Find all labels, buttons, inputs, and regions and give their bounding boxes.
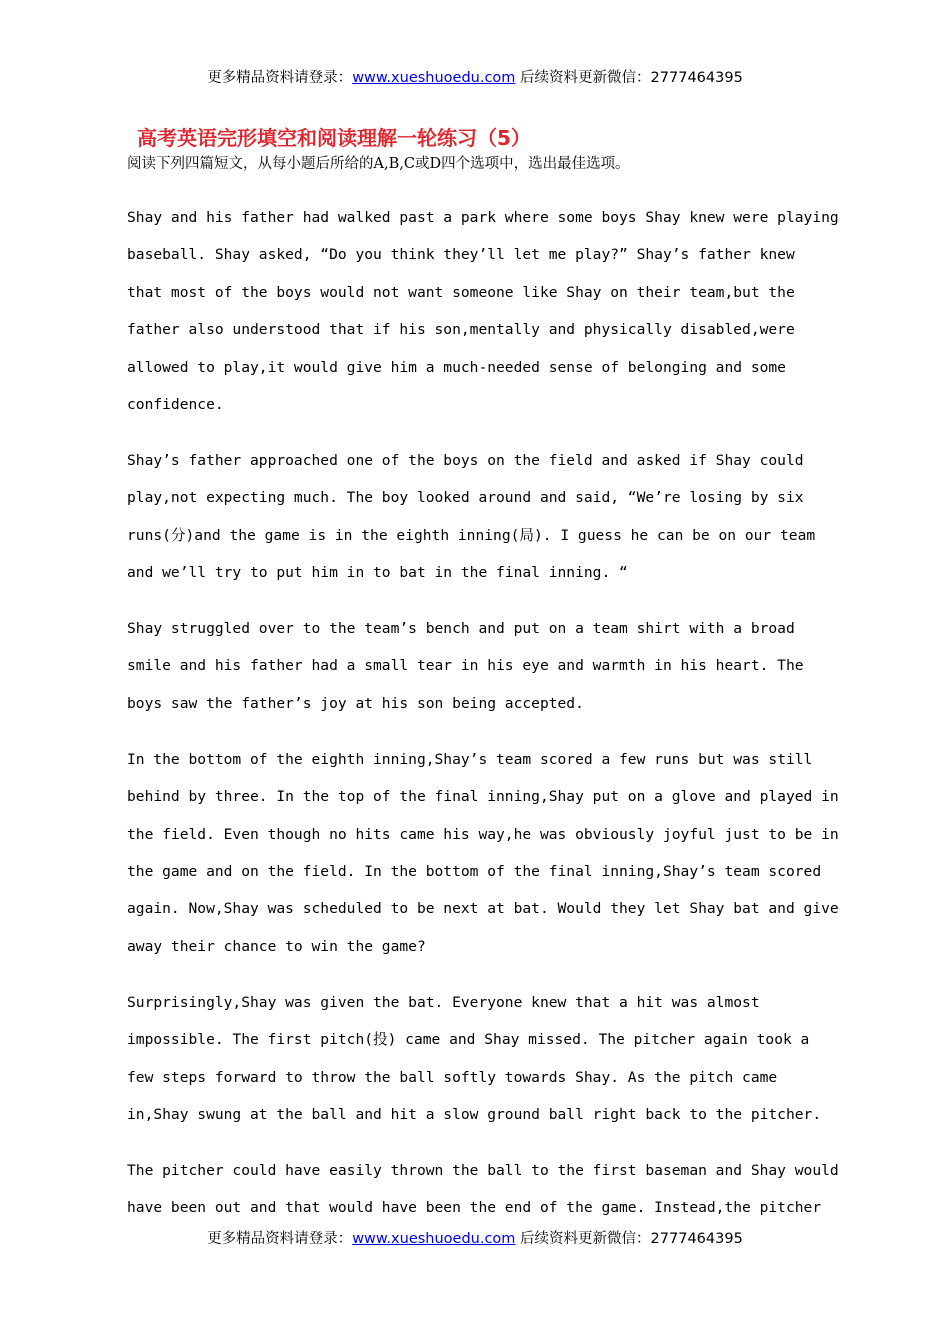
- text-line: impossible. The first pitch(投) came and Shay missed. The pitcher again took a: [127, 1031, 810, 1049]
- page-header: [0, 66, 950, 87]
- text-line: the field. Even though no hits came his way,he was obviously joyful just to be in: [127, 825, 839, 843]
- paragraph: [127, 199, 839, 423]
- footer-suffix: 后续资料更新微信：2777464395: [515, 1231, 743, 1247]
- instruction-text: 阅读下列四篇短文，从每小题后所给的A,B,C或D四个选项中，选出最佳选项。: [127, 156, 630, 172]
- text-line: behind by three. In the top of the final inning,Shay put on a glove and played in: [127, 788, 839, 806]
- text-line: few steps forward to throw the ball softly towards Shay. As the pitch came: [127, 1068, 778, 1086]
- text-line: play,not expecting much. The boy looked around and said, “We’re losing by six: [127, 489, 804, 507]
- footer-prefix: 更多精品资料请登录：: [207, 1231, 353, 1247]
- text-line: baseball. Shay asked, “Do you think they’ll let me play?” Shay’s father knew: [127, 246, 795, 264]
- text-line: father also understood that if his son,mentally and physically disabled,were: [127, 321, 795, 339]
- text-line: The pitcher could have easily thrown the ball to the first baseman and Shay would: [127, 1161, 839, 1179]
- text-line: In the bottom of the eighth inning,Shay’s team scored a few runs but was still: [127, 750, 813, 768]
- text-line: again. Now,Shay was scheduled to be next at bat. Would they let Shay bat and give: [127, 900, 839, 918]
- text-line: runs(分)and the game is in the eighth inning(局). I guess he can be on our team: [127, 526, 816, 544]
- reading-passage: [127, 199, 839, 1245]
- paragraph: [127, 442, 817, 592]
- text-line: in,Shay swung at the ball and hit a slow ground ball right back to the pitcher.: [127, 1105, 822, 1123]
- text-line: the game and on the field. In the bottom of the final inning,Shay’s team scored: [127, 863, 822, 881]
- page-footer: [0, 1227, 950, 1248]
- text-line: smile and his father had a small tear in his eye and warmth in his heart. The: [127, 657, 804, 675]
- text-line: away their chance to win the game?: [127, 937, 426, 955]
- text-line: confidence.: [127, 395, 224, 413]
- text-line: boys saw the father’s joy at his son being accepted.: [127, 694, 584, 712]
- paragraph: [127, 610, 817, 722]
- footer-website-link[interactable]: www.xueshuoedu.com: [352, 1231, 516, 1247]
- header-website-link[interactable]: www.xueshuoedu.com: [352, 70, 516, 86]
- header-prefix: 更多精品资料请登录：: [207, 70, 353, 86]
- text-line: Shay and his father had walked past a park where some boys Shay knew were playing: [127, 209, 839, 226]
- paragraph: [127, 984, 822, 1134]
- paragraph: [127, 1152, 839, 1227]
- header-suffix: 后续资料更新微信：2777464395: [515, 70, 743, 86]
- document-title: 高考英语完形填空和阅读理解一轮练习（5）: [137, 126, 531, 150]
- text-line: Surprisingly,Shay was given the bat. Everyone knew that a hit was almost: [127, 993, 760, 1011]
- paragraph: [127, 741, 839, 965]
- text-line: have been out and that would have been the end of the game. Instead,the pitcher: [127, 1199, 822, 1217]
- text-line: that most of the boys would not want someone like Shay on their team,but the: [127, 283, 795, 301]
- text-line: Shay’s father approached one of the boys on the field and asked if Shay could: [127, 451, 804, 469]
- text-line: allowed to play,it would give him a much-needed sense of belonging and some: [127, 358, 786, 376]
- text-line: Shay struggled over to the team’s bench and put on a team shirt with a broad: [127, 620, 795, 638]
- text-line: and we’ll try to put him in to bat in the final inning. “: [127, 564, 628, 582]
